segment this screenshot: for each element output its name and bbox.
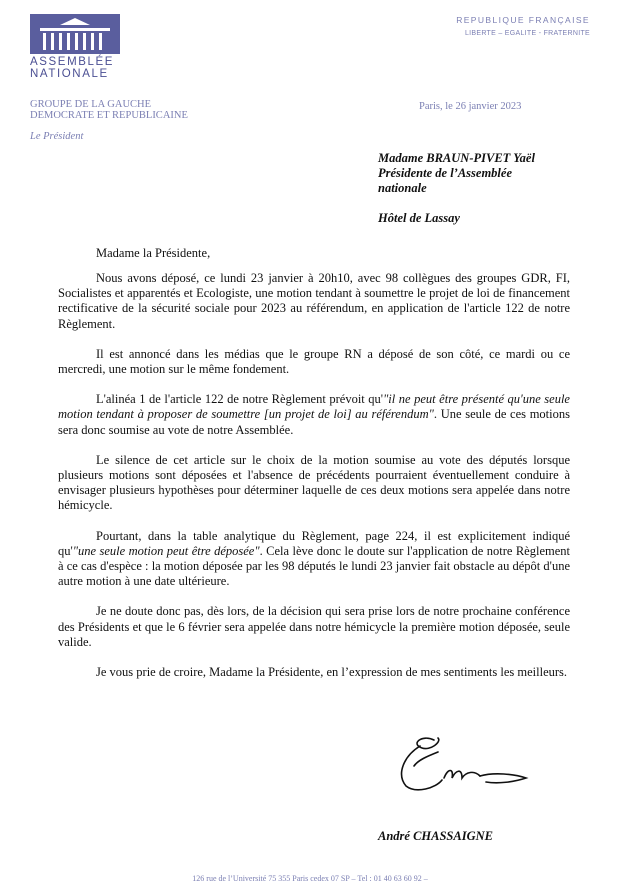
recipient-block: [378, 151, 535, 226]
logo-text: [30, 56, 120, 80]
republic-title: REPUBLIQUE FRANÇAISE: [456, 15, 590, 25]
footer-address: 126 rue de l’Université 75 355 Paris cedex 07 SP – Tel : 01 40 63 60 92 –: [192, 874, 428, 883]
paragraph-2: Il est annoncé dans les médias que le groupe RN a déposé de son côté, ce mardi ou ce mercredi, une motion sur le même fondement.: [58, 346, 570, 377]
paragraph-3-end: . Une seule de ces motions sera donc soumise au vote de notre Assemblée.: [58, 407, 570, 437]
paragraph-5-intro: Pourtant, dans la table analytique du Règlement, page 224, il est explicitement indiqué qu': [58, 528, 570, 558]
signer-name: André CHASSAIGNE: [378, 829, 493, 843]
recipient-title-line-2: nationale: [378, 181, 427, 195]
logo-line-2: NATIONALE: [30, 68, 109, 80]
paragraph-3: [58, 392, 570, 438]
paragraph-1: Nous avons déposé, ce lundi 23 janvier à 20h10, avec 98 collègues des groupes GDR, FI, Socialistes et apparentés et Ecologiste, une motion tendant à soumettre le projet de loi de financement rectificative de la sécurité sociale pour 2023 au référendum, en application de l'article 122 de notre Règlement.: [58, 271, 570, 331]
hemicycle-icon: [30, 14, 120, 54]
paragraph-5-quote: "une seule motion peut être déposée": [72, 543, 260, 558]
sender-role: Le Président: [30, 131, 84, 142]
paragraph-3-quote: "il ne peut être présenté qu'une seule motion tendant à proposer de soumettre [un projet de loi] au référendum": [58, 392, 570, 422]
recipient-title-line-1: Présidente de l’Assemblée: [378, 166, 512, 180]
recipient-place: Hôtel de Lassay: [378, 211, 460, 225]
handwritten-signature: [394, 732, 534, 807]
group-name-line-1: GROUPE DE LA GAUCHE: [30, 99, 152, 110]
salutation: Madame la Présidente,: [96, 246, 211, 260]
assemblee-nationale-logo: [30, 14, 120, 80]
paragraph-3-intro: L'alinéa 1 de l'article 122 de notre Règlement prévoit qu': [96, 392, 384, 407]
letter-date: Paris, le 26 janvier 2023: [419, 101, 522, 112]
paragraph-7: Je vous prie de croire, Madame la Présidente, en l’expression de mes sentiments les meilleurs.: [96, 665, 568, 680]
recipient-name: Madame BRAUN-PIVET Yaël: [378, 151, 535, 165]
paragraph-4: Le silence de cet article sur le choix de la motion soumise au vote des députés lorsque plusieurs motions sont déposées et l'absence de précédents pourraient éventuellement conduire à envisager plusieurs hypothèses pour déterminer laquelle de ces deux motions sera appelée dans notre hémicycle.: [58, 452, 570, 513]
group-name-line-2: DEMOCRATE ET REPUBLICAINE: [30, 110, 188, 121]
paragraph-5-end: . Cela lève donc le doute sur l'application de notre Règlement à ce cas d'espèce : la motion déposée par les 98 députés le lundi 23 janvier fait obstacle au dépôt d'une autre motion à une date ultérieure.: [58, 543, 570, 589]
republic-header: [456, 15, 590, 37]
paragraph-6: Je ne doute donc pas, dès lors, de la décision qui sera prise lors de notre prochaine conférence des Présidents et que le 6 février sera appelée dans notre hémicycle la première motion déposée, seule valide.: [58, 604, 570, 649]
group-name: [30, 99, 188, 121]
paragraph-5: [58, 529, 570, 590]
letter-body: [58, 271, 570, 695]
logo-line-1: ASSEMBLÉE: [30, 56, 115, 68]
republic-motto: LIBERTE – EGALITE - FRATERNITE: [464, 30, 590, 37]
